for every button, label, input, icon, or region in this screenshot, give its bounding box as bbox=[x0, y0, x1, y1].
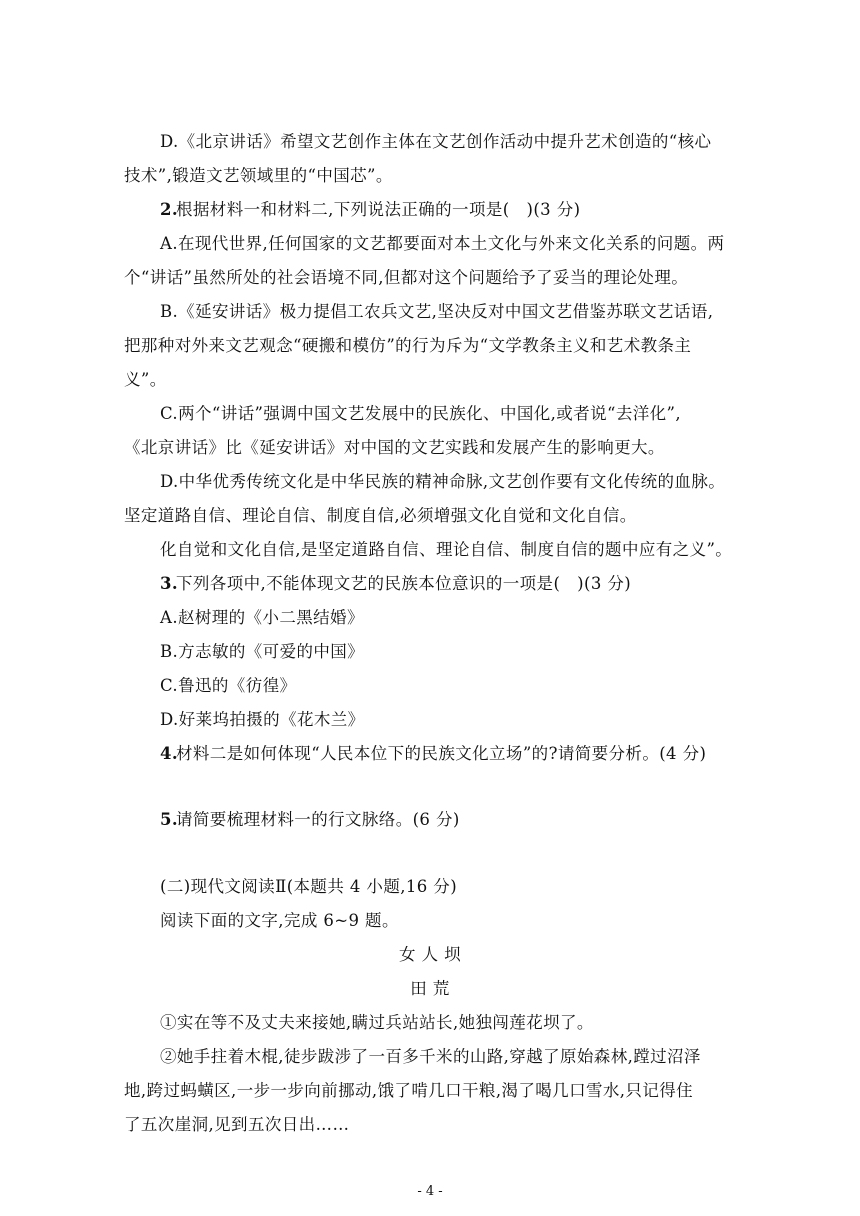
q2-option-a-line1: A.在现代世界,任何国家的文艺都要面对本土文化与外来文化关系的问题。两 bbox=[160, 234, 725, 253]
question-4-number: 4. bbox=[160, 744, 179, 763]
option-d-q1-line2: 技术”,锻造文艺领域里的“中国芯”。 bbox=[124, 166, 393, 185]
q2-option-c-line1: C.两个“讲话”强调中国文艺发展中的民族化、中国化,或者说“去洋化”, bbox=[160, 404, 682, 423]
q2-option-d-line2: 坚定道路自信、理论自信、制度自信,必须增强文化自觉和文化自信。 bbox=[124, 506, 637, 525]
reading-instruction: 阅读下面的文字,完成 6~9 题。 bbox=[160, 911, 399, 930]
page-number: - 4 - bbox=[417, 1184, 443, 1199]
stray-quote-line: 化自觉和文化自信,是坚定道路自信、理论自信、制度自信的题中应有之义”。 bbox=[160, 540, 733, 559]
paragraph-2-line2: 地,跨过蚂蟥区,一步一步向前挪动,饿了啃几口干粮,渴了喝几口雪水,只记得住 bbox=[124, 1081, 694, 1100]
section-heading: (二)现代文阅读Ⅱ(本题共 4 小题,16 分) bbox=[160, 877, 458, 896]
q2-option-b-line2: 把那种对外来文艺观念“硬搬和模仿”的行为斥为“文学教条主义和艺术教条主 bbox=[124, 336, 692, 355]
story-title: 女 人 坝 bbox=[399, 945, 461, 964]
q3-option-d: D.好莱坞拍摄的《花木兰》 bbox=[160, 710, 365, 729]
question-2-stem: 根据材料一和材料二,下列说法正确的一项是( )(3 分) bbox=[176, 200, 581, 219]
question-5-number: 5. bbox=[160, 810, 179, 829]
story-author: 田 荒 bbox=[410, 979, 450, 998]
q3-option-a: A.赵树理的《小二黑结婚》 bbox=[160, 608, 364, 627]
question-3-stem: 下列各项中,不能体现文艺的民族本位意识的一项是( )(3 分) bbox=[176, 574, 632, 593]
paragraph-1: ①实在等不及丈夫来接她,瞒过兵站站长,她独闯莲花坝了。 bbox=[160, 1013, 594, 1032]
q2-option-a-line2: 个“讲话”虽然所处的社会语境不同,但都对这个问题给予了妥当的理论处理。 bbox=[124, 268, 689, 287]
q2-option-b-line3: 义”。 bbox=[124, 370, 167, 389]
question-4-stem: 材料二是如何体现“人民本位下的民族文化立场”的?请简要分析。(4 分) bbox=[176, 744, 707, 763]
question-3-number: 3. bbox=[160, 574, 179, 593]
q3-option-c: C.鲁迅的《彷徨》 bbox=[160, 676, 297, 695]
paragraph-2-line1: ②她手拄着木棍,徒步跋涉了一百多千米的山路,穿越了原始森林,蹚过沼泽 bbox=[160, 1047, 701, 1066]
option-d-q1-line1: D.《北京讲话》希望文艺创作主体在文艺创作活动中提升艺术创造的“核心 bbox=[160, 132, 712, 151]
paragraph-2-line3: 了五次崖洞,见到五次日出…… bbox=[124, 1115, 350, 1134]
question-5-stem: 请简要梳理材料一的行文脉络。(6 分) bbox=[176, 810, 460, 829]
q2-option-d-line1: D.中华优秀传统文化是中华民族的精神命脉,文艺创作要有文化传统的血脉。 bbox=[160, 472, 726, 491]
q2-option-c-line2: 《北京讲话》比《延安讲话》对中国的文艺实践和发展产生的影响更大。 bbox=[124, 438, 665, 457]
q2-option-b-line1: B.《延安讲话》极力提倡工农兵文艺,坚决反对中国文艺借鉴苏联文艺话语, bbox=[160, 302, 714, 321]
q3-option-b: B.方志敏的《可爱的中国》 bbox=[160, 642, 365, 661]
question-2-number: 2. bbox=[160, 200, 179, 219]
